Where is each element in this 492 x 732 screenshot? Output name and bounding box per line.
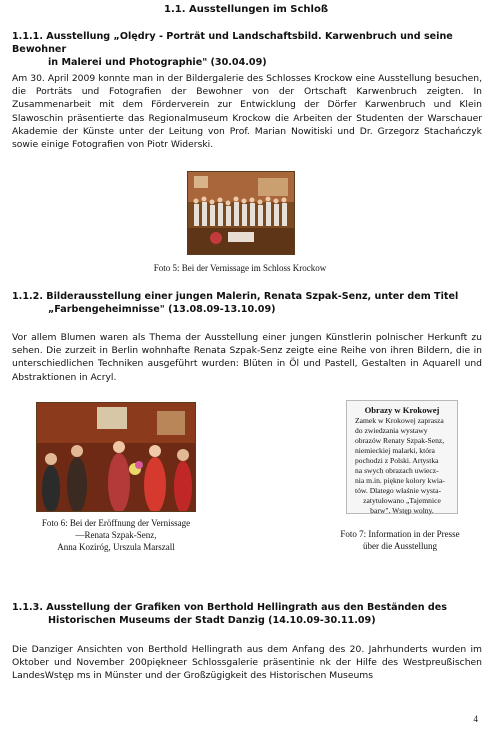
- section-3-paragraph: Die Danziger Ansichten von Berthold Hellingrath aus dem Anfang des 20. Jahrhunderts wurden im Oktober und November 200pięknеer Schlossgalerie präsentinie nk der Hilfe des Westpreußischen LandesWstęp ms in Münster und der Großzügigkeit des Historischen Museums: [12, 644, 482, 682]
- press-clipping-title: Obrazy w Krokowej: [364, 405, 440, 415]
- press-clipping-line: obrazów Renaty Szpak-Senz,: [355, 436, 445, 445]
- section-heading-2-line2: „Farbengeheimnisse" (13.08.09-13.10.09): [48, 304, 276, 315]
- photo-vernissage: [187, 171, 295, 255]
- section-2-paragraph: Vor allem Blumen waren als Thema der Ausstellung einer jungen Künstlerin polnischer Herkunft zu sehen. Die zurzeit in Berlin wohnhafte Renata Szpak-Senz zeigte eine Reihe von ihren Bildern, die in unterschiedlichen Techniken ausgeführt wurden: Blüten in Öl und Pastell, Gestalten in Aquarell und Abstraktionen in Acryl.: [12, 332, 482, 383]
- press-clipping: [346, 400, 458, 514]
- photo-vernissage-image: [188, 172, 294, 254]
- section-heading-3: [12, 601, 482, 627]
- page-title: 1.1. Ausstellungen im Schloß: [163, 4, 329, 15]
- photo-opening: [36, 402, 196, 512]
- press-clipping-line: do zwiedzania wystawy: [355, 426, 428, 435]
- press-clipping-line: zatytułowano „Tajemnice: [363, 496, 441, 505]
- photo-7-caption-line1: Foto 7: Information in der Presse: [340, 529, 460, 539]
- section-heading-1-line2: in Malerei und Photographie" (30.04.09): [48, 57, 267, 68]
- section-heading-1: [12, 30, 482, 69]
- section-heading-2-line1: 1.1.2. Bilderausstellung einer jungen Malerin, Renata Szpak-Senz, unter dem Titel: [12, 291, 459, 302]
- photo-6-caption-line3: Anna Koziróg, Urszula Marszall: [57, 542, 175, 552]
- press-clipping-line: barw". Wstęp wolny.: [370, 506, 434, 515]
- press-clipping-line: tów. Dlatego właśnie wysta-: [355, 486, 441, 495]
- photo-6-caption: [6, 517, 226, 553]
- section-heading-1-line1: 1.1.1. Ausstellung „Olędry - Porträt und Landschaftsbild. Karwenbruch und seine Bewohner: [12, 31, 453, 55]
- section-heading-3-line2: Historischen Museums der Stadt Danzig (14.10.09-30.11.09): [48, 615, 376, 626]
- section-1-paragraph: Am 30. April 2009 konnte man in der Bildergalerie des Schlosses Krockow eine Ausstellung besuchen, die Porträts und Fotografien der Bewohner von der Ortschaft Karwenbruch zeigten. In Zusammenarbeit mit dem Förderverein zur Entwicklung der Dörfer Karwenbruch und Klein Slawoschin präsentierte das Regionalmuseum Krockow die Arbeiten der Studenten der Warschauer Akademie der Künste unter der Leitung von Prof. Marian Nowitiski und Dr. Grzegorz Stachańczyk sowie einige Fotografien von Piotr Widerski.: [12, 73, 482, 151]
- section-heading-2: [12, 290, 482, 316]
- press-clipping-line: niemieckiej malarki, która: [355, 446, 435, 455]
- press-clipping-line: pochodzi z Polski. Artystka: [355, 456, 439, 465]
- photo-7-caption: [300, 528, 492, 552]
- photo-6-caption-line2: —Renata Szpak-Senz,: [75, 530, 157, 540]
- press-clipping-line: na swych obrazach uwiecz-: [355, 466, 439, 475]
- photo-7-caption-line2: über die Ausstellung: [363, 541, 437, 551]
- press-clipping-line: nia m.in. piękne kolory kwia-: [355, 476, 445, 485]
- page-number: 4: [473, 714, 478, 724]
- section-heading-3-line1: 1.1.3. Ausstellung der Grafiken von Berthold Hellingrath aus den Beständen des: [12, 602, 448, 613]
- photo-6-caption-line1: Foto 6: Bei der Eröffnung der Vernissage: [41, 518, 191, 528]
- photo-opening-image: [37, 403, 195, 511]
- photo-5-caption: Foto 5: Bei der Vernissage im Schloss Krockow: [153, 263, 327, 273]
- press-clipping-line: Zamek w Krokowej zaprasza: [355, 416, 444, 425]
